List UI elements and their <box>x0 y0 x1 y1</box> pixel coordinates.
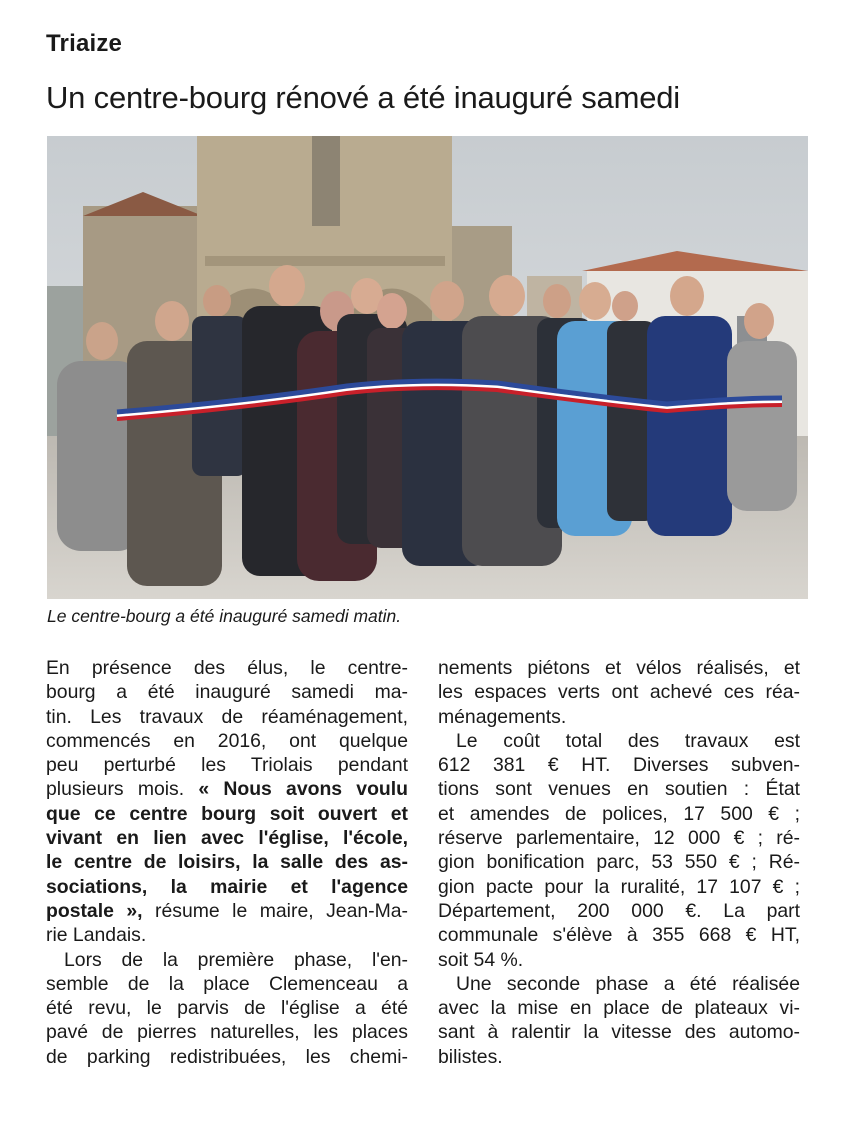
body-text: peu perturbé les Triolais pendant <box>46 754 408 777</box>
body-text: bourg a été inauguré samedi ma- <box>46 681 408 704</box>
body-text: pavé de pierres naturelles, les places <box>46 1021 408 1044</box>
body-text: Le coût total des travaux est <box>456 729 800 752</box>
text-line <box>438 972 800 996</box>
text-line <box>46 656 408 680</box>
text-line <box>438 777 800 801</box>
text-line <box>46 899 408 923</box>
body-text: nements piétons et vélos réalisés, et <box>438 657 800 679</box>
section-label: Triaize <box>46 30 123 57</box>
text-line <box>46 777 408 801</box>
text-line <box>46 875 408 899</box>
body-text: gion bonification parc, 53 550 € ; Ré- <box>438 851 800 874</box>
body-text: bilistes. <box>438 1045 503 1068</box>
text-line <box>46 1045 408 1069</box>
body-text: réserve parlementaire, 12 000 € ; ré- <box>438 827 800 850</box>
text-line <box>46 680 408 704</box>
text-line <box>46 850 408 874</box>
text-line <box>46 705 408 729</box>
body-text: tin. Les travaux de réaménagement, <box>46 705 408 728</box>
body-text: gion pacte pour la ruralité, 17 107 € ; <box>438 875 800 898</box>
body-text: En présence des élus, le centre- <box>46 657 408 679</box>
text-line <box>438 899 800 923</box>
text-line <box>438 753 800 777</box>
body-text: soit 54 %. <box>438 948 524 971</box>
text-line <box>46 1020 408 1044</box>
body-text: et amendes de polices, 17 500 € ; <box>438 802 800 825</box>
text-line <box>438 802 800 826</box>
body-text: ménagements. <box>438 705 567 728</box>
article-photo <box>47 136 808 599</box>
quote-text: sociations, la mairie et l'agence <box>46 875 408 898</box>
text-line <box>46 753 408 777</box>
quote-text: vivant en lien avec l'église, l'école, <box>46 827 408 850</box>
text-line <box>46 948 408 972</box>
body-text: 612 381 € HT. Diverses subven- <box>438 754 800 777</box>
text-line <box>438 729 800 753</box>
quote-text: le centre de loisirs, la salle des as- <box>46 851 408 874</box>
text-line <box>438 923 800 947</box>
body-text: rie Landais. <box>46 924 147 947</box>
article-column-2 <box>438 656 800 1069</box>
text-line <box>46 802 408 826</box>
text-line <box>438 996 800 1020</box>
body-text: commencés en 2016, ont quelque <box>46 729 408 752</box>
article-headline: Un centre-bourg rénové a été inauguré samedi <box>46 80 680 115</box>
body-text: avec la mise en place de plateaux vi- <box>438 997 800 1020</box>
body-text: tions sont venues en soutien : État <box>438 778 800 801</box>
ribbon-cutting-illustration <box>47 136 808 599</box>
body-text: de parking redistribuées, les chemi- <box>46 1045 408 1068</box>
text-line <box>438 948 800 972</box>
text-line <box>46 972 408 996</box>
body-text: plusieurs mois. <box>46 778 199 801</box>
body-text: résume le maire, Jean-Ma- <box>142 899 408 922</box>
body-text: communale s'élève à 355 668 € HT, <box>438 924 800 947</box>
text-line <box>46 826 408 850</box>
text-line <box>438 826 800 850</box>
text-line <box>438 1045 800 1069</box>
text-line <box>46 996 408 1020</box>
body-text: les espaces verts ont achevé ces réa- <box>438 681 800 704</box>
text-line <box>438 705 800 729</box>
text-line <box>438 656 800 680</box>
text-line <box>46 923 408 947</box>
body-text: été revu, le parvis de l'église a été <box>46 997 408 1020</box>
text-line <box>438 1020 800 1044</box>
quote-text: « Nous avons voulu <box>198 778 409 801</box>
photo-caption: Le centre-bourg a été inauguré samedi matin. <box>47 606 402 626</box>
text-line <box>438 875 800 899</box>
text-line <box>46 729 408 753</box>
body-text: semble de la place Clemenceau a <box>46 972 408 995</box>
quote-text: que ce centre bourg soit ouvert et <box>46 802 408 825</box>
text-line <box>438 850 800 874</box>
quote-text: postale », <box>46 899 143 922</box>
body-text: Département, 200 000 €. La part <box>438 899 800 922</box>
body-text: Une seconde phase a été réalisée <box>456 972 800 995</box>
text-line <box>438 680 800 704</box>
body-text: sant à ralentir la vitesse des automo- <box>438 1021 800 1044</box>
article-column-1 <box>46 656 408 1069</box>
body-text: Lors de la première phase, l'en- <box>64 948 408 971</box>
